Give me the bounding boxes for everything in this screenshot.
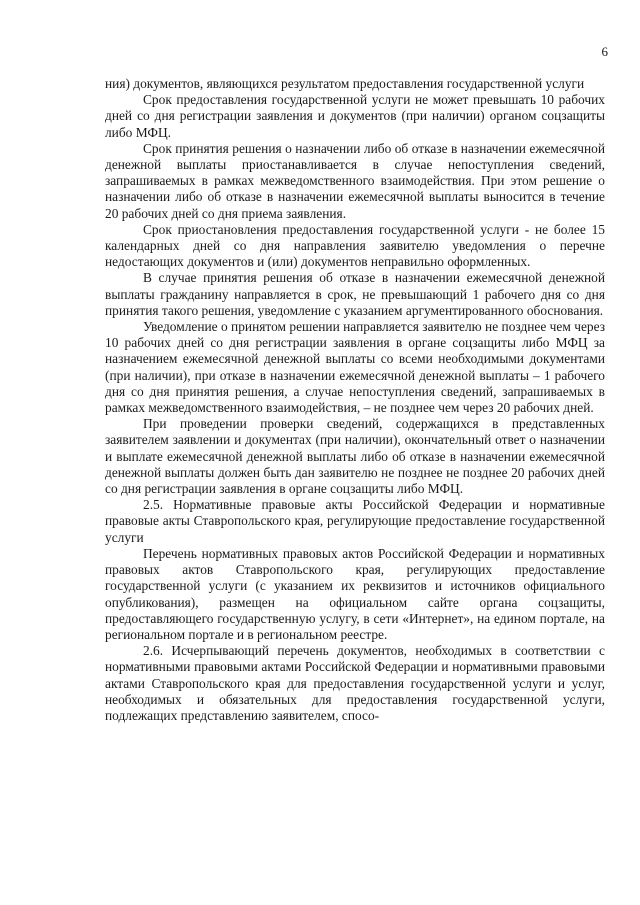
paragraph-service-term: Срок предоставления государственной услуги не может превышать 10 рабочих дней со дня регистрации заявления и документов (при наличии) органом соцзащиты либо МФЦ. xyxy=(105,92,605,140)
paragraph-suspension-term: Срок приостановления предоставления государственной услуги - не более 15 календарных дней со дня направления заявителю уведомления о перечне недостающих документов и (или) документов неправильно оформленных. xyxy=(105,221,605,270)
paragraph-decision-notification: Уведомление о принятом решении направляется заявителю не позднее чем через 10 рабочих дней со дня регистрации заявления в органе соцзащиты либо МФЦ за назначением ежемесячной денежной выплаты со всеми необходимыми документами (при наличии), при отказе в назначении ежемесячной денежной выплаты – 1 рабочего дня со дня принятия решения, а случае непоступления сведений, запрашиваемых в рамках межведомственного взаимодействия, – не позднее чем через 20 рабочих дней. xyxy=(105,319,605,416)
page-number: 6 xyxy=(601,44,608,59)
paragraph-legal-acts-list: Перечень нормативных правовых актов Российской Федерации и нормативных правовых актов Ставропольского края, регулирующих предоставление государственной услуги (с указанием их реквизитов и источников официального опубликования), размещен на официальном сайте органа соцзащиты, предоставляющего государственную услугу, в сети «Интернет», на едином портале, на региональном портале и в региональном реестре. xyxy=(105,545,605,642)
section-heading-2-5: 2.5. Нормативные правовые акты Российской Федерации и нормативные правовые акты Ставропольского края, регулирующие предоставление государственной услуги xyxy=(105,497,605,545)
paragraph-decision-suspension: Срок принятия решения о назначении либо об отказе в назначении ежемесячной денежной выплаты приостанавливается в случае непоступления сведений, запрашиваемых в рамках межведомственного взаимодействия. При этом решение о назначении либо об отказе в назначении ежемесячной выплаты выносится в течение 20 рабочих дней со дня приема заявления. xyxy=(105,140,605,221)
paragraph-verification: При проведении проверки сведений, содержащихся в представленных заявителем заявлении и документах (при наличии), окончательный ответ о назначении и выплате ежемесячной денежной выплаты либо об отказе в назначении ежемесячной денежной выплаты должен быть дан заявителю не позднее не позднее 20 рабочих дней со дня регистрации заявления в органе соцзащиты либо МФЦ. xyxy=(105,416,605,497)
section-heading-2-6: 2.6. Исчерпывающий перечень документов, необходимых в соответствии с нормативными правовыми актами Российской Федерации и нормативными правовыми актами Ставропольского края для предоставления государственной услуги и услуг, необходимых и обязательных для предоставления государственной услуги, подлежащих представлению заявителем, спосо- xyxy=(105,643,605,723)
paragraph-continuation: ния) документов, являющихся результатом предоставления государственной услуги xyxy=(105,76,585,91)
document-body xyxy=(105,76,605,724)
paragraph-refusal-notice: В случае принятия решения об отказе в назначении ежемесячной денежной выплаты гражданину направляется в срок, не превышающий 1 рабочего дня со дня принятия такого решения, уведомление с указанием аргументированного обоснования. xyxy=(105,270,605,318)
